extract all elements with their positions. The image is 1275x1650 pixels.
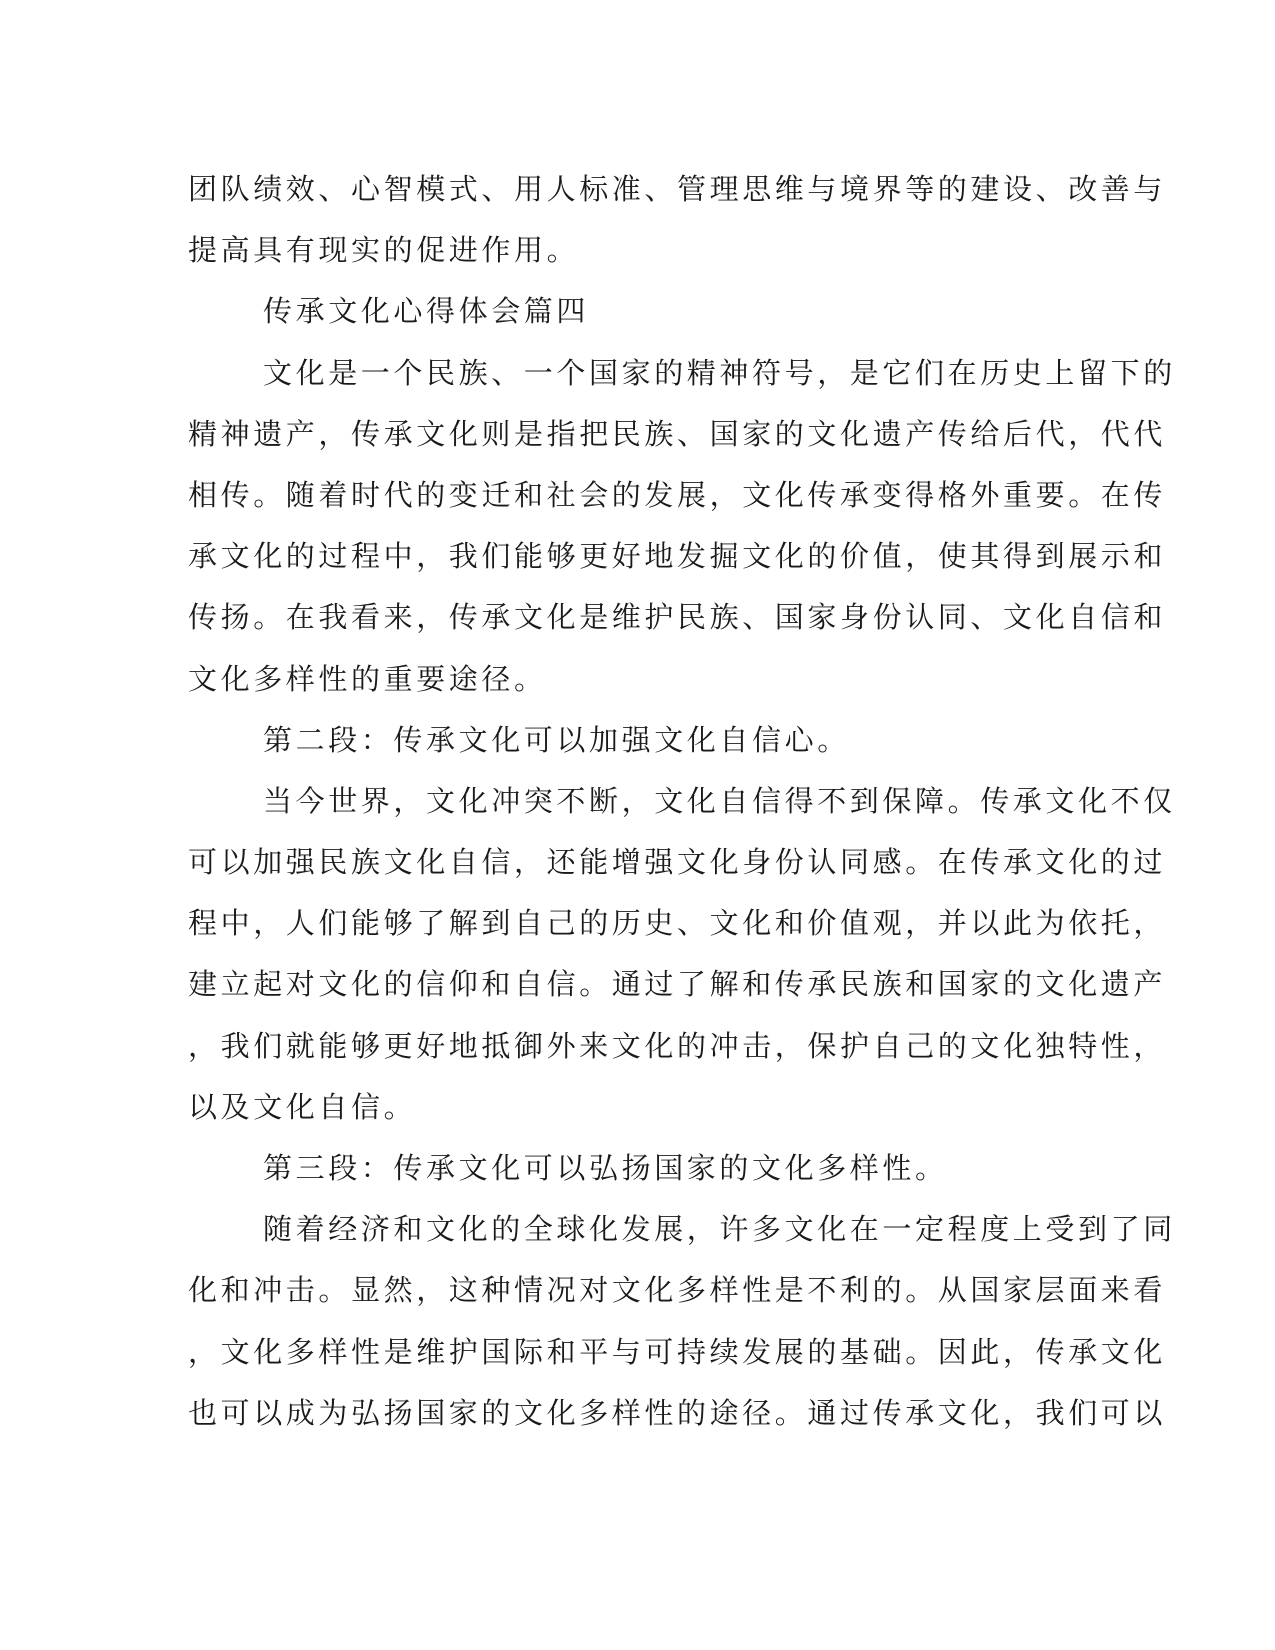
text-line: 化和冲击。显然，这种情况对文化多样性是不利的。从国家层面来看 <box>188 1273 1167 1308</box>
paragraph-heading: 第三段：传承文化可以弘扬国家的文化多样性。 <box>263 1151 948 1185</box>
text-line: 传扬。在我看来，传承文化是维护民族、国家身份认同、文化自信和 <box>188 600 1167 635</box>
text-line: 建立起对文化的信仰和自信。通过了解和传承民族和国家的文化遗产 <box>188 967 1167 1002</box>
text-line: 承文化的过程中，我们能够更好地发掘文化的价值，使其得到展示和 <box>188 539 1167 574</box>
text-line: 程中，人们能够了解到自己的历史、文化和价值观，并以此为依托， <box>188 906 1167 941</box>
text-line: 随着经济和文化的全球化发展，许多文化在一定程度上受到了同 <box>263 1212 1176 1247</box>
text-line: ，文化多样性是维护国际和平与可持续发展的基础。因此，传承文化 <box>188 1334 1167 1369</box>
text-line: 当今世界，文化冲突不断，文化自信得不到保障。传承文化不仅 <box>263 783 1176 818</box>
text-line: 相传。随着时代的变迁和社会的发展，文化传承变得格外重要。在传 <box>188 477 1167 512</box>
text-line: 精神遗产，传承文化则是指把民族、国家的文化遗产传给后代，代代 <box>188 416 1167 451</box>
text-line: 提高具有现实的促进作用。 <box>188 233 580 268</box>
section-heading: 传承文化心得体会篇四 <box>263 294 590 329</box>
text-line: 也可以成为弘扬国家的文化多样性的途径。通过传承文化，我们可以 <box>188 1395 1167 1430</box>
text-line: 可以加强民族文化自信，还能增强文化身份认同感。在传承文化的过 <box>188 845 1167 880</box>
text-line: 以及文化自信。 <box>188 1089 417 1124</box>
text-line: 团队绩效、心智模式、用人标准、管理思维与境界等的建设、改善与 <box>188 172 1167 206</box>
paragraph-heading: 第二段：传承文化可以加强文化自信心。 <box>263 722 850 757</box>
text-line: ，我们就能够更好地抵御外来文化的冲击，保护自己的文化独特性， <box>188 1028 1167 1063</box>
text-line: 文化多样性的重要途径。 <box>188 661 547 696</box>
text-line: 文化是一个民族、一个国家的精神符号，是它们在历史上留下的 <box>263 355 1176 390</box>
document-body <box>188 159 1176 1444</box>
